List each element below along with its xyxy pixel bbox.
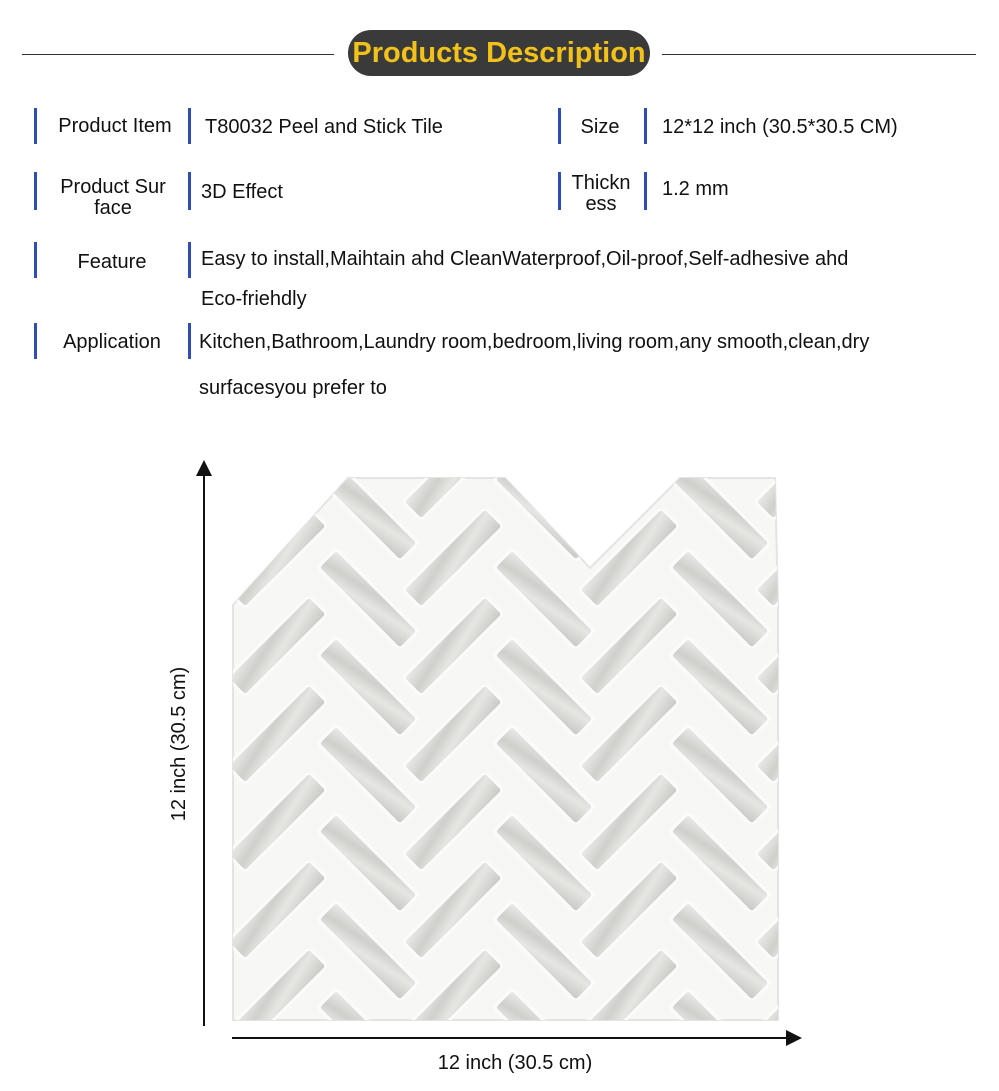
section-title: Products Description bbox=[348, 30, 650, 76]
size-value: 12*12 inch (30.5*30.5 CM) bbox=[662, 116, 898, 138]
width-arrow-head bbox=[786, 1030, 802, 1046]
label-line: Product Sur bbox=[60, 176, 166, 198]
height-dimension-label: 12 inch (30.5 cm) bbox=[168, 666, 190, 822]
product-surface-value: 3D Effect bbox=[201, 181, 283, 203]
tile-piece bbox=[227, 420, 327, 520]
feature-value-line1: Easy to install,Maihtain ahd CleanWaterproof,Oil-proof,Self-adhesive ahd bbox=[201, 248, 849, 270]
label-line: face bbox=[94, 197, 132, 219]
application-label: Application bbox=[63, 331, 161, 353]
thickness-value: 1.2 mm bbox=[662, 178, 729, 200]
tile-piece bbox=[755, 420, 855, 520]
feature-label: Feature bbox=[77, 251, 147, 273]
feature-value-line2: Eco-friehdly bbox=[201, 288, 307, 310]
product-item-label: Product Item bbox=[58, 115, 172, 137]
size-label: Size bbox=[580, 116, 620, 138]
label-line: Thickn bbox=[571, 172, 631, 194]
label-line: ess bbox=[585, 193, 617, 215]
herringbone-tile bbox=[227, 420, 855, 1090]
product-item-value: T80032 Peel and Stick Tile bbox=[205, 116, 443, 138]
width-dimension-label: 12 inch (30.5 cm) bbox=[437, 1052, 593, 1074]
application-value-line2: surfacesyou prefer to bbox=[199, 377, 387, 399]
height-arrow-head bbox=[196, 460, 212, 476]
application-value-line1: Kitchen,Bathroom,Laundry room,bedroom,living room,any smooth,clean,dry bbox=[199, 331, 870, 353]
